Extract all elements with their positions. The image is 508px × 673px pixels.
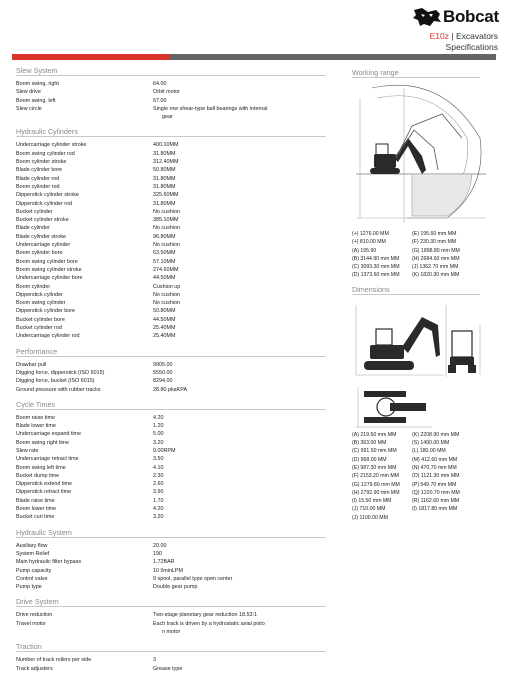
spec-value: 31.80MM [153, 200, 176, 207]
spec-row [16, 105, 326, 113]
spec-row [16, 224, 326, 232]
spec-label: Dipperstick retract time [16, 489, 72, 496]
spec-label: Boom swing left time [16, 464, 66, 471]
spec-label: Blade lower time [16, 423, 56, 430]
spec-label: Undercarriage cylinder rod [16, 333, 80, 340]
spec-value: Orbit motor [153, 89, 180, 96]
spec-value: 2.60 [153, 481, 164, 488]
dimension-value: (E) 195.60 mm MM [412, 231, 457, 237]
spec-label: Boom cylinder [16, 283, 51, 290]
spec-value: 325.60MM [153, 192, 179, 199]
spec-label: Boom swing cylinder stroke [16, 266, 82, 273]
spec-row [16, 274, 326, 282]
spec-row [16, 291, 326, 299]
spec-label: System Relief [16, 550, 50, 557]
spec-value: 25.40MM [153, 333, 176, 340]
bobcat-head-icon [412, 6, 442, 28]
spec-label: Boom raise time [16, 414, 55, 421]
spec-value: 312.40MM [153, 159, 179, 166]
spec-label: Dipperstick cylinder bore [16, 308, 76, 315]
spec-label: Slew rate [16, 447, 39, 454]
spec-row [16, 208, 326, 216]
spec-label: Boom swing cylinder bore [16, 258, 78, 265]
dimension-value: (M) 412.60 mm MM [412, 456, 458, 463]
section-title: Traction [16, 642, 326, 652]
spec-value: No cushion [153, 291, 180, 298]
section-title: Cycle Times [16, 400, 326, 410]
spec-value: 1.70 [153, 497, 164, 504]
dimension-value: (K) 1820.30 mm MM [412, 272, 460, 279]
spec-row [16, 558, 326, 566]
section-drive-system [16, 597, 326, 636]
spec-row [16, 488, 326, 496]
spec-value: Cushion up [153, 283, 181, 290]
spec-row [16, 175, 326, 183]
dimension-value: (J) 1362.70 mm MM [412, 264, 459, 271]
spec-value: No cushion [153, 300, 180, 307]
dimension-value: (L) 180.00 MM [412, 448, 446, 455]
spec-row [16, 307, 326, 315]
spec-value: 64.00 [153, 81, 167, 87]
spec-label: Undercarriage expand time [16, 431, 82, 438]
spec-label: Track adjusters [16, 665, 53, 672]
working-range-title: Working range [352, 68, 480, 78]
spec-value: No cushion [153, 242, 180, 249]
working-range-diagram [352, 78, 488, 230]
spec-row [16, 361, 326, 369]
spec-value: 274.60MM [153, 266, 179, 273]
spec-value: 190 [153, 550, 162, 557]
dimension-value: (F) 230.30 mm MM [412, 239, 457, 246]
dimension-value: (+) 810.00 MM [352, 239, 386, 246]
spec-row [16, 455, 326, 463]
spec-row [16, 191, 326, 199]
dimension-value: (H) 2792.90 mm MM [352, 489, 400, 496]
spec-label: Boom cylinder bore [16, 250, 63, 257]
spec-row [16, 422, 326, 430]
spec-row [16, 386, 326, 394]
spec-row [16, 542, 326, 550]
dimension-value: (F) 2153.20 mm MM [352, 473, 399, 480]
spec-value: Two-stage planetary gear reduction 18.53:1 [153, 612, 257, 619]
dimension-value: (H) 2684.60 mm MM [412, 255, 460, 262]
spec-row [16, 665, 326, 673]
spec-row [16, 583, 326, 591]
spec-row [16, 283, 326, 291]
section-traction [16, 642, 326, 673]
spec-row-continuation [16, 113, 326, 121]
section-hydraulic-cylinders [16, 127, 326, 340]
spec-row [16, 324, 326, 332]
spec-value: 20.00 [153, 542, 167, 549]
diagram-column [352, 68, 492, 522]
spec-label: Ground pressure with rubber tracks [16, 386, 101, 393]
dimension-value: (G) 1279.80 mm MM [352, 481, 400, 488]
spec-row [16, 299, 326, 307]
spec-value: 28.80 pkaKPA [153, 386, 188, 393]
section-title: Hydraulic Cylinders [16, 127, 326, 137]
spec-label: Boom lower time [16, 506, 57, 513]
spec-value: 57.10MM [153, 258, 176, 265]
spec-value: 385.10MM [153, 217, 179, 224]
spec-value: 44.50MM [153, 316, 176, 323]
spec-row [16, 141, 326, 149]
spec-row [16, 472, 326, 480]
separator: | [451, 31, 454, 41]
spec-label: Boom swing, right [16, 81, 59, 87]
spec-label: Blade cylinder stroke [16, 233, 67, 240]
spec-value: 5550.00 [153, 369, 173, 376]
dimension-value: (G) 1898.80 mm MM [412, 247, 460, 254]
excavator-top-icon [364, 391, 426, 423]
spec-row [16, 249, 326, 257]
spec-row [16, 497, 326, 505]
excavator-side-icon [364, 317, 440, 370]
dimension-value: (+) 1276.00 MM [352, 231, 389, 237]
spec-value: 1.20 [153, 423, 164, 430]
spec-row [16, 480, 326, 488]
spec-row [16, 258, 326, 266]
spec-label: Number of track rollers per side [16, 657, 92, 664]
spec-row [16, 439, 326, 447]
section-performance [16, 347, 326, 394]
spec-value: 400.10MM [153, 142, 179, 149]
spec-value: 96.80MM [153, 233, 176, 240]
model-line [430, 31, 498, 41]
spec-row [16, 620, 326, 628]
spec-label: Digging force, bucket (ISO 6015) [16, 378, 95, 385]
spec-value-continuation: n motor [162, 629, 181, 636]
dimension-value: (N) 470.70 mm MM [412, 464, 457, 471]
dimension-value: (B) 3144.90 mm MM [352, 255, 400, 262]
spec-value: 5.00 [153, 431, 164, 438]
spec-row [16, 430, 326, 438]
spec-label: Boom swing right time [16, 439, 70, 446]
spec-label: Drawbar pull [16, 361, 47, 368]
working-range-values [352, 230, 492, 280]
dimension-value: (I) 1817.80 mm MM [412, 506, 458, 513]
spec-row [16, 183, 326, 191]
spec-label: Undercarriage cylinder stroke [16, 142, 87, 149]
header-bar-accent [12, 54, 170, 60]
excavator-front-icon [448, 331, 476, 373]
dimension-value: (R) 1162.60 mm MM [412, 498, 460, 505]
spec-label: Dipperstick cylinder rod [16, 200, 73, 207]
spec-label: Pump capacity [16, 567, 52, 574]
page-title: Specifications [445, 42, 498, 52]
spec-label: Digging force, dipperstick (ISO 6015) [16, 369, 105, 376]
spec-row [16, 233, 326, 241]
brand-name: Bobcat [443, 7, 499, 26]
spec-label: Undercarriage retract time [16, 456, 79, 463]
spec-value: 2.30 [153, 472, 164, 479]
spec-value: 4.20 [153, 414, 164, 421]
dimension-value: (O) 1121.30 mm MM [412, 473, 460, 480]
spec-label: Undercarriage cylinder bore [16, 275, 83, 282]
spec-value: 10 l/minLPM [153, 567, 183, 574]
spec-row [16, 505, 326, 513]
spec-row [16, 200, 326, 208]
spec-value: No cushion [153, 225, 180, 232]
spec-value: 9905.00 [153, 361, 173, 368]
spec-row [16, 80, 326, 88]
spec-value: 63.50MM [153, 250, 176, 257]
dimension-value: (B) 363.00 MM [352, 440, 387, 447]
spec-label: Boom swing, left [16, 97, 56, 104]
spec-value: No cushion [153, 208, 180, 215]
spec-value: 31.80MM [153, 183, 176, 190]
spec-value: Single row shear-type ball bearings with internal [153, 105, 268, 112]
spec-label: Blade cylinder bore [16, 167, 63, 174]
spec-row [16, 513, 326, 521]
category-name: Excavators [455, 31, 498, 41]
spec-row [16, 216, 326, 224]
spec-row [16, 316, 326, 324]
spec-value: 1.72BAR [153, 559, 175, 566]
spec-value: 4.10 [153, 464, 164, 471]
spec-label: Main hydraulic filter bypass [16, 559, 82, 566]
dimension-value: (D) 968.00 MM [352, 456, 387, 463]
spec-value: 3.20 [153, 514, 164, 521]
spec-row [16, 464, 326, 472]
spec-row [16, 88, 326, 96]
spec-value: 50.80MM [153, 308, 176, 315]
spec-row [16, 166, 326, 174]
dimensions-diagram [352, 295, 488, 431]
spec-value: 25.40MM [153, 325, 176, 332]
spec-value: 50.80MM [153, 167, 176, 174]
spec-row [16, 150, 326, 158]
spec-row [16, 377, 326, 385]
spec-value: 3.90 [153, 489, 164, 496]
spec-row [16, 567, 326, 575]
spec-label: Control valve [16, 575, 48, 582]
dimensions-title: Dimensions [352, 285, 480, 295]
spec-value: 8294.00 [153, 378, 173, 385]
spec-label: Boom cylinder rod [16, 183, 60, 190]
dimension-value: (J) 1100.00 MM [352, 514, 388, 521]
spec-row [16, 158, 326, 166]
section-cycle-times [16, 400, 326, 522]
spec-label: Blade raise time [16, 497, 55, 504]
spec-row [16, 97, 326, 105]
spec-label: Blade cylinder rod [16, 175, 60, 182]
spec-value: 9 spool, parallel type open center [153, 575, 233, 582]
spec-label: Drive reduction [16, 612, 53, 619]
spec-label: Blade cylinder [16, 225, 50, 232]
brand-logo [412, 5, 500, 29]
dimension-value: (E) 987.30 mm MM [352, 464, 397, 471]
dimension-value: (J) 710.00 MM [352, 506, 386, 513]
dimension-value: (S) 1490.00 MM [412, 440, 450, 447]
spec-label: Bucket dump time [16, 472, 60, 479]
dimension-value: (Q) 1220.70 mm MM [412, 489, 460, 496]
dimension-value: (C) 991.50 mm MM [352, 448, 397, 455]
spec-row [16, 266, 326, 274]
spec-label: Boom cylinder stroke [16, 159, 67, 166]
section-slew [16, 66, 326, 121]
spec-label: Slew drive [16, 89, 41, 96]
dimension-value: (C) 3093.30 mm MM [352, 264, 400, 271]
spec-label: Bucket cylinder rod [16, 325, 62, 332]
spec-label: Slew circle [16, 105, 42, 112]
dimension-value: (D) 1373.60 mm MM [352, 272, 400, 279]
spec-value: 3 [153, 657, 156, 664]
spec-label: Pump type [16, 584, 42, 591]
spec-value: 67.00 [153, 97, 167, 104]
dimension-value: (P) 549.70 mm MM [412, 481, 457, 488]
section-title: Drive System [16, 597, 326, 607]
spec-label: Undercarriage cylinder [16, 242, 71, 249]
spec-label: Dipperstick cylinder [16, 291, 63, 298]
spec-row [16, 332, 326, 340]
spec-row [16, 447, 326, 455]
spec-label: Bucket cylinder [16, 208, 53, 215]
spec-label: Dipperstick extend time [16, 481, 73, 488]
spec-value-continuation: gear [162, 114, 173, 121]
spec-value: 9.00RPM [153, 447, 176, 454]
spec-value: Grease type [153, 665, 183, 672]
spec-label: Bucket curl time [16, 514, 55, 521]
dimensions-values [352, 431, 492, 522]
dimension-value: (A) 219.50 mm MM [352, 431, 397, 438]
spec-row [16, 656, 326, 664]
dimension-value: (K) 2208.90 mm MM [412, 431, 460, 438]
spec-row [16, 575, 326, 583]
spec-row-continuation [16, 628, 326, 636]
model-name: E10z [429, 31, 449, 41]
header-bar [12, 54, 496, 60]
section-hydraulic-system [16, 528, 326, 592]
spec-label: Auxiliary flow [16, 542, 48, 549]
spec-row [16, 241, 326, 249]
spec-row [16, 550, 326, 558]
spec-label: Travel motor [16, 620, 47, 627]
spec-value: 31.80MM [153, 150, 176, 157]
section-title: Slew System [16, 66, 326, 76]
excavator-icon [370, 138, 426, 174]
spec-row [16, 414, 326, 422]
spec-row [16, 369, 326, 377]
spec-value: 3.20 [153, 439, 164, 446]
spec-value: 3.50 [153, 456, 164, 463]
spec-value: Each track is driven by a hydrostatic axial pisto [153, 620, 265, 627]
spec-value: Double gear pump [153, 584, 198, 591]
dimension-value: (I) 15.50 mm MM [352, 498, 392, 505]
spec-value: 44.50MM [153, 275, 176, 282]
spec-value: 31.80MM [153, 175, 176, 182]
spec-row [16, 611, 326, 619]
spec-column [16, 66, 326, 673]
spec-label: Bucket cylinder bore [16, 316, 65, 323]
dimension-value: (A) 195.90 [352, 247, 377, 254]
section-title: Performance [16, 347, 326, 357]
spec-label: Boom swing cylinder rod [16, 150, 75, 157]
section-title: Hydraulic System [16, 528, 326, 538]
spec-value: 4.20 [153, 506, 164, 513]
spec-label: Dipperstick cylinder stroke [16, 192, 79, 199]
spec-label: Bucket cylinder stroke [16, 217, 69, 224]
spec-label: Boom swing cylinder [16, 300, 66, 307]
